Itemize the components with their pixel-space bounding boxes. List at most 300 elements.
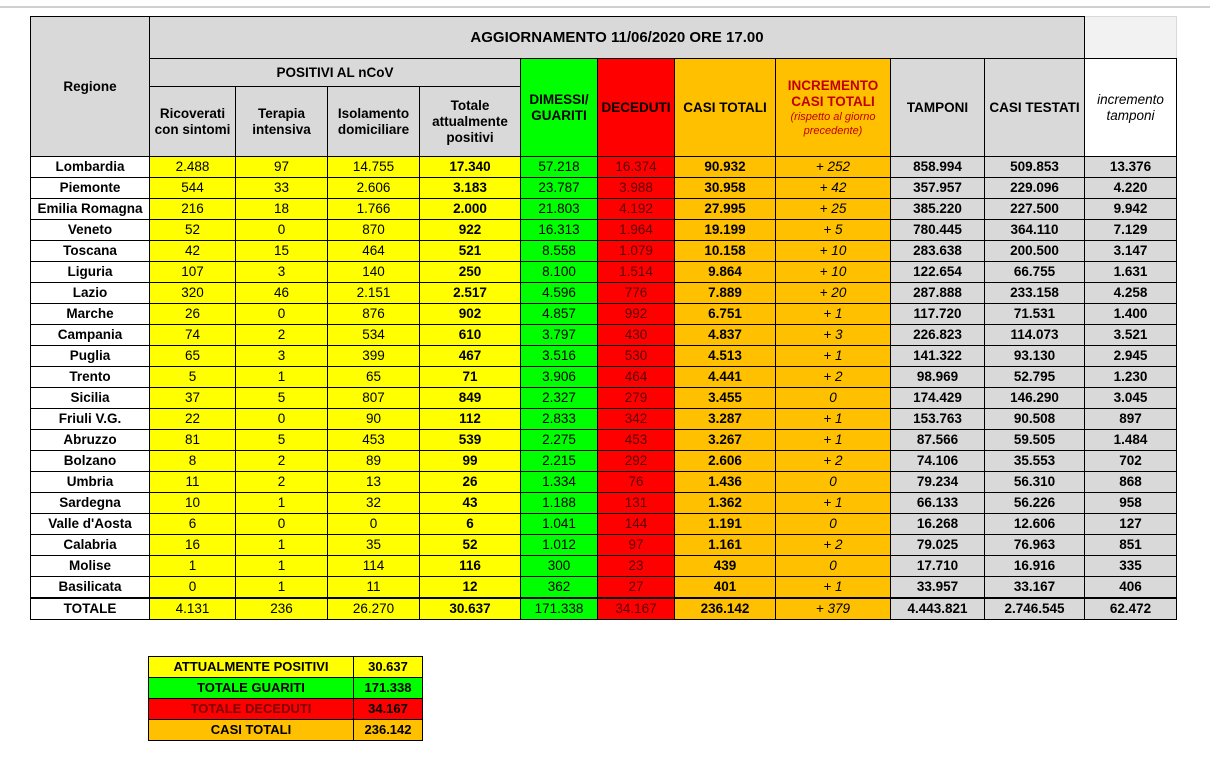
cell-incremento-tamponi: 9.942: [1085, 199, 1177, 220]
header-terapia-line1: Terapia: [257, 105, 306, 121]
cell-casi-testati: 229.096: [985, 178, 1085, 199]
cell-deceduti: 3.988: [598, 178, 675, 199]
total-incremento-tamponi: 62.472: [1085, 598, 1177, 620]
table-row: [31, 577, 1177, 599]
summary-label-guariti: TOTALE GUARITI: [149, 678, 354, 699]
cell-attualmente-positivi: 26: [420, 472, 521, 493]
header-positivi-group: POSITIVI AL nCoV: [150, 59, 521, 87]
cell-incremento-tamponi: 13.376: [1085, 157, 1177, 178]
cell-isolamento: 13: [328, 472, 420, 493]
cell-casi-testati: 227.500: [985, 199, 1085, 220]
summary-label-deceduti: TOTALE DECEDUTI: [149, 699, 354, 720]
cell-incremento-tamponi: 897: [1085, 409, 1177, 430]
cell-terapia: 0: [236, 514, 328, 535]
cell-tamponi: 153.763: [891, 409, 985, 430]
cell-casi-totali: 27.995: [675, 199, 776, 220]
cell-isolamento: 2.151: [328, 283, 420, 304]
cell-dimessi: 57.218: [521, 157, 598, 178]
cell-deceduti: 279: [598, 388, 675, 409]
cell-incremento-tamponi: 7.129: [1085, 220, 1177, 241]
cell-terapia: 33: [236, 178, 328, 199]
cell-isolamento: 0: [328, 514, 420, 535]
cell-casi-totali: 3.267: [675, 430, 776, 451]
table-row: [31, 199, 1177, 220]
summary-label-positivi: ATTUALMENTE POSITIVI: [149, 657, 354, 678]
table-row: [31, 367, 1177, 388]
cell-attualmente-positivi: 52: [420, 535, 521, 556]
cell-regione: Puglia: [31, 346, 150, 367]
cell-ricoverati: 11: [150, 472, 236, 493]
cell-casi-testati: 509.853: [985, 157, 1085, 178]
cell-tamponi: 357.957: [891, 178, 985, 199]
total-casi-testati: 2.746.545: [985, 598, 1085, 620]
cell-dimessi: 3.906: [521, 367, 598, 388]
table-row: [31, 451, 1177, 472]
cell-attualmente-positivi: 467: [420, 346, 521, 367]
cell-regione: Toscana: [31, 241, 150, 262]
cell-casi-testati: 66.755: [985, 262, 1085, 283]
cell-regione: Abruzzo: [31, 430, 150, 451]
header-incremento-tamponi: [1085, 59, 1177, 157]
cell-ricoverati: 6: [150, 514, 236, 535]
cell-casi-totali: 4.513: [675, 346, 776, 367]
cell-casi-totali: 30.958: [675, 178, 776, 199]
cell-terapia: 5: [236, 430, 328, 451]
cell-tamponi: 385.220: [891, 199, 985, 220]
table-row: [31, 388, 1177, 409]
cell-terapia: 2: [236, 325, 328, 346]
total-incremento: + 379: [776, 598, 891, 620]
cell-incremento: + 1: [776, 346, 891, 367]
cell-terapia: 5: [236, 388, 328, 409]
cell-incremento: + 2: [776, 367, 891, 388]
summary-value-deceduti: 34.167: [354, 699, 423, 720]
cell-attualmente-positivi: 521: [420, 241, 521, 262]
header-totale-line1: Totale: [450, 97, 490, 113]
cell-isolamento: 89: [328, 451, 420, 472]
cell-dimessi: 2.215: [521, 451, 598, 472]
cell-isolamento: 11: [328, 577, 420, 599]
cell-deceduti: 27: [598, 577, 675, 599]
cell-ricoverati: 107: [150, 262, 236, 283]
cell-incremento-tamponi: 3.147: [1085, 241, 1177, 262]
cell-deceduti: 16.374: [598, 157, 675, 178]
header-totale-line3: positivi: [446, 129, 494, 145]
cell-tamponi: 122.654: [891, 262, 985, 283]
cell-deceduti: 1.079: [598, 241, 675, 262]
total-attualmente-positivi: 30.637: [420, 598, 521, 620]
cell-casi-testati: 90.508: [985, 409, 1085, 430]
cell-incremento: + 252: [776, 157, 891, 178]
cell-incremento: + 1: [776, 577, 891, 599]
cell-terapia: 3: [236, 346, 328, 367]
cell-deceduti: 76: [598, 472, 675, 493]
cell-terapia: 0: [236, 304, 328, 325]
cell-regione: Basilicata: [31, 577, 150, 599]
header-isolamento-line1: Isolamento: [337, 105, 410, 121]
cell-casi-testati: 93.130: [985, 346, 1085, 367]
table-row: [31, 409, 1177, 430]
cell-incremento-tamponi: 2.945: [1085, 346, 1177, 367]
table-row: [31, 241, 1177, 262]
cell-casi-testati: 200.500: [985, 241, 1085, 262]
header-isolamento-line2: domiciliare: [337, 121, 410, 137]
cell-attualmente-positivi: 17.340: [420, 157, 521, 178]
cell-isolamento: 399: [328, 346, 420, 367]
cell-incremento-tamponi: 1.230: [1085, 367, 1177, 388]
summary-value-positivi: 30.637: [354, 657, 423, 678]
table-row: [31, 493, 1177, 514]
cell-dimessi: 2.275: [521, 430, 598, 451]
cell-isolamento: 90: [328, 409, 420, 430]
cell-dimessi: 3.797: [521, 325, 598, 346]
cell-incremento: + 5: [776, 220, 891, 241]
summary-label-casi-totali: CASI TOTALI: [149, 720, 354, 741]
cell-casi-testati: 12.606: [985, 514, 1085, 535]
summary-value-guariti: 171.338: [354, 678, 423, 699]
cell-deceduti: 1.964: [598, 220, 675, 241]
cell-attualmente-positivi: 12: [420, 577, 521, 599]
cell-regione: Molise: [31, 556, 150, 577]
cell-incremento: + 1: [776, 409, 891, 430]
cell-regione: Lombardia: [31, 157, 150, 178]
cell-incremento-tamponi: 4.220: [1085, 178, 1177, 199]
cell-tamponi: 98.969: [891, 367, 985, 388]
cell-terapia: 46: [236, 283, 328, 304]
cell-attualmente-positivi: 610: [420, 325, 521, 346]
table-row: [31, 346, 1177, 367]
cell-dimessi: 8.100: [521, 262, 598, 283]
cell-terapia: 3: [236, 262, 328, 283]
table-row: [31, 556, 1177, 577]
cell-tamponi: 858.994: [891, 157, 985, 178]
cell-casi-totali: 1.362: [675, 493, 776, 514]
cell-regione: Campania: [31, 325, 150, 346]
table-row: [31, 535, 1177, 556]
cell-regione: Umbria: [31, 472, 150, 493]
cell-casi-testati: 33.167: [985, 577, 1085, 599]
cell-casi-testati: 146.290: [985, 388, 1085, 409]
cell-isolamento: 453: [328, 430, 420, 451]
header-ricoverati-line1: Ricoverati: [159, 105, 226, 121]
header-incremento-sub1: (rispetto al giorno: [790, 110, 876, 123]
cell-dimessi: 8.558: [521, 241, 598, 262]
cell-incremento: + 20: [776, 283, 891, 304]
cell-casi-totali: 6.751: [675, 304, 776, 325]
top-divider: [0, 6, 1210, 8]
summary-row-deceduti: [149, 699, 423, 720]
cell-regione: Sardegna: [31, 493, 150, 514]
header-incremento-line2: CASI TOTALI: [791, 93, 875, 109]
cell-terapia: 0: [236, 220, 328, 241]
cell-casi-totali: 19.199: [675, 220, 776, 241]
cell-incremento: + 1: [776, 304, 891, 325]
cell-casi-testati: 71.531: [985, 304, 1085, 325]
cell-casi-testati: 56.310: [985, 472, 1085, 493]
cell-terapia: 2: [236, 451, 328, 472]
cell-regione: Liguria: [31, 262, 150, 283]
cell-dimessi: 4.857: [521, 304, 598, 325]
total-ricoverati: 4.131: [150, 598, 236, 620]
cell-isolamento: 870: [328, 220, 420, 241]
table-row: [31, 514, 1177, 535]
cell-incremento: + 10: [776, 241, 891, 262]
summary-row-positivi: [149, 657, 423, 678]
header-blank-cell: [1085, 17, 1177, 59]
cell-ricoverati: 74: [150, 325, 236, 346]
cell-tamponi: 226.823: [891, 325, 985, 346]
cell-casi-totali: 90.932: [675, 157, 776, 178]
cell-incremento: 0: [776, 556, 891, 577]
cell-attualmente-positivi: 2.000: [420, 199, 521, 220]
cell-ricoverati: 5: [150, 367, 236, 388]
cell-incremento: + 2: [776, 535, 891, 556]
cell-casi-testati: 114.073: [985, 325, 1085, 346]
cell-attualmente-positivi: 902: [420, 304, 521, 325]
header-terapia: [236, 87, 328, 157]
cell-incremento: + 25: [776, 199, 891, 220]
cell-ricoverati: 42: [150, 241, 236, 262]
cell-terapia: 1: [236, 535, 328, 556]
cell-casi-totali: 4.441: [675, 367, 776, 388]
cell-ricoverati: 320: [150, 283, 236, 304]
cell-dimessi: 362: [521, 577, 598, 599]
cell-regione: Bolzano: [31, 451, 150, 472]
cell-ricoverati: 544: [150, 178, 236, 199]
cell-tamponi: 287.888: [891, 283, 985, 304]
header-incr-tamponi-line2: tamponi: [1106, 107, 1155, 123]
cell-casi-testati: 35.553: [985, 451, 1085, 472]
cell-casi-testati: 59.505: [985, 430, 1085, 451]
cell-isolamento: 65: [328, 367, 420, 388]
cell-ricoverati: 216: [150, 199, 236, 220]
cell-incremento-tamponi: 851: [1085, 535, 1177, 556]
cell-incremento-tamponi: 1.484: [1085, 430, 1177, 451]
cell-terapia: 1: [236, 556, 328, 577]
cell-incremento-tamponi: 702: [1085, 451, 1177, 472]
cell-deceduti: 144: [598, 514, 675, 535]
table-row: [31, 157, 1177, 178]
total-terapia: 236: [236, 598, 328, 620]
table-row: [31, 325, 1177, 346]
cell-casi-totali: 7.889: [675, 283, 776, 304]
cell-attualmente-positivi: 112: [420, 409, 521, 430]
header-regione: Regione: [31, 17, 150, 157]
total-label: TOTALE: [31, 598, 150, 620]
cell-incremento: 0: [776, 388, 891, 409]
cell-deceduti: 776: [598, 283, 675, 304]
summary-value-casi-totali: 236.142: [354, 720, 423, 741]
cell-casi-totali: 2.606: [675, 451, 776, 472]
cell-isolamento: 807: [328, 388, 420, 409]
header-dimessi-line1: DIMESSI/: [529, 91, 589, 107]
cell-incremento: 0: [776, 514, 891, 535]
cell-dimessi: 1.188: [521, 493, 598, 514]
cell-attualmente-positivi: 43: [420, 493, 521, 514]
cell-attualmente-positivi: 71: [420, 367, 521, 388]
header-incremento-sub2: precedente): [803, 124, 863, 137]
table-row: [31, 472, 1177, 493]
cell-deceduti: 430: [598, 325, 675, 346]
total-isolamento: 26.270: [328, 598, 420, 620]
table-title: AGGIORNAMENTO 11/06/2020 ORE 17.00: [150, 17, 1085, 59]
cell-deceduti: 342: [598, 409, 675, 430]
header-deceduti: DECEDUTI: [598, 59, 675, 157]
header-totale-line2: attualmente: [432, 113, 508, 129]
cell-ricoverati: 16: [150, 535, 236, 556]
header-totale-positivi: [420, 87, 521, 157]
cell-regione: Lazio: [31, 283, 150, 304]
summary-row-guariti: [149, 678, 423, 699]
table-row: [31, 262, 1177, 283]
total-casi-totali: 236.142: [675, 598, 776, 620]
cell-isolamento: 14.755: [328, 157, 420, 178]
cell-ricoverati: 2.488: [150, 157, 236, 178]
cell-tamponi: 141.322: [891, 346, 985, 367]
cell-incremento: + 2: [776, 451, 891, 472]
cell-incremento: + 1: [776, 430, 891, 451]
cell-attualmente-positivi: 6: [420, 514, 521, 535]
cell-attualmente-positivi: 99: [420, 451, 521, 472]
cell-tamponi: 174.429: [891, 388, 985, 409]
cell-tamponi: 79.025: [891, 535, 985, 556]
cell-casi-totali: 3.287: [675, 409, 776, 430]
cell-incremento-tamponi: 3.045: [1085, 388, 1177, 409]
cell-attualmente-positivi: 116: [420, 556, 521, 577]
cell-casi-totali: 1.191: [675, 514, 776, 535]
cell-attualmente-positivi: 250: [420, 262, 521, 283]
header-incr-tamponi-line1: incremento: [1097, 91, 1164, 107]
cell-ricoverati: 65: [150, 346, 236, 367]
cell-tamponi: 79.234: [891, 472, 985, 493]
cell-incremento-tamponi: 3.521: [1085, 325, 1177, 346]
cell-attualmente-positivi: 539: [420, 430, 521, 451]
cell-terapia: 18: [236, 199, 328, 220]
cell-ricoverati: 8: [150, 451, 236, 472]
cell-casi-totali: 401: [675, 577, 776, 599]
cell-casi-totali: 1.161: [675, 535, 776, 556]
cell-casi-testati: 233.158: [985, 283, 1085, 304]
header-tamponi: TAMPONI: [891, 59, 985, 157]
header-casi-testati: CASI TESTATI: [985, 59, 1085, 157]
cell-deceduti: 4.192: [598, 199, 675, 220]
cell-isolamento: 1.766: [328, 199, 420, 220]
cell-casi-totali: 439: [675, 556, 776, 577]
cell-deceduti: 992: [598, 304, 675, 325]
cell-incremento-tamponi: 127: [1085, 514, 1177, 535]
cell-regione: Veneto: [31, 220, 150, 241]
header-ricoverati-line2: con sintomi: [154, 121, 231, 137]
cell-casi-testati: 76.963: [985, 535, 1085, 556]
cell-dimessi: 23.787: [521, 178, 598, 199]
cell-dimessi: 2.327: [521, 388, 598, 409]
cell-tamponi: 17.710: [891, 556, 985, 577]
cell-isolamento: 32: [328, 493, 420, 514]
cell-regione: Valle d'Aosta: [31, 514, 150, 535]
header-incremento-line1: INCREMENTO: [787, 77, 879, 93]
cell-isolamento: 534: [328, 325, 420, 346]
header-terapia-line2: intensiva: [252, 121, 311, 137]
cell-deceduti: 97: [598, 535, 675, 556]
table-row-totale: [31, 598, 1177, 620]
cell-deceduti: 1.514: [598, 262, 675, 283]
cell-ricoverati: 1: [150, 556, 236, 577]
cell-ricoverati: 37: [150, 388, 236, 409]
header-isolamento: [328, 87, 420, 157]
header-dimessi-line2: GUARITI: [531, 107, 587, 123]
cell-terapia: 97: [236, 157, 328, 178]
cell-isolamento: 140: [328, 262, 420, 283]
cell-attualmente-positivi: 849: [420, 388, 521, 409]
cell-terapia: 0: [236, 409, 328, 430]
cell-tamponi: 780.445: [891, 220, 985, 241]
cell-deceduti: 530: [598, 346, 675, 367]
table-row: [31, 178, 1177, 199]
cell-tamponi: 87.566: [891, 430, 985, 451]
cell-regione: Calabria: [31, 535, 150, 556]
cell-terapia: 1: [236, 577, 328, 599]
cell-regione: Sicilia: [31, 388, 150, 409]
cell-tamponi: 74.106: [891, 451, 985, 472]
cell-regione: Trento: [31, 367, 150, 388]
cell-casi-totali: 1.436: [675, 472, 776, 493]
cell-dimessi: 21.803: [521, 199, 598, 220]
cell-incremento: 0: [776, 472, 891, 493]
header-casi-totali: CASI TOTALI: [675, 59, 776, 157]
cell-casi-testati: 52.795: [985, 367, 1085, 388]
cell-isolamento: 114: [328, 556, 420, 577]
cell-incremento: + 1: [776, 493, 891, 514]
cell-casi-testati: 364.110: [985, 220, 1085, 241]
cell-dimessi: 2.833: [521, 409, 598, 430]
cell-incremento-tamponi: 1.631: [1085, 262, 1177, 283]
cell-terapia: 1: [236, 367, 328, 388]
cell-casi-totali: 9.864: [675, 262, 776, 283]
summary-table: [148, 656, 423, 741]
cell-terapia: 15: [236, 241, 328, 262]
cell-tamponi: 283.638: [891, 241, 985, 262]
cell-incremento: + 3: [776, 325, 891, 346]
cell-incremento-tamponi: 1.400: [1085, 304, 1177, 325]
cell-casi-testati: 16.916: [985, 556, 1085, 577]
cell-casi-totali: 10.158: [675, 241, 776, 262]
header-ricoverati: [150, 87, 236, 157]
cell-ricoverati: 81: [150, 430, 236, 451]
cell-regione: Friuli V.G.: [31, 409, 150, 430]
cell-dimessi: 300: [521, 556, 598, 577]
total-tamponi: 4.443.821: [891, 598, 985, 620]
cell-tamponi: 66.133: [891, 493, 985, 514]
cell-regione: Marche: [31, 304, 150, 325]
cell-tamponi: 33.957: [891, 577, 985, 599]
cell-casi-totali: 3.455: [675, 388, 776, 409]
cell-incremento-tamponi: 958: [1085, 493, 1177, 514]
cell-dimessi: 1.334: [521, 472, 598, 493]
cell-isolamento: 876: [328, 304, 420, 325]
cell-dimessi: 1.012: [521, 535, 598, 556]
cell-casi-testati: 56.226: [985, 493, 1085, 514]
cell-deceduti: 292: [598, 451, 675, 472]
cell-attualmente-positivi: 2.517: [420, 283, 521, 304]
cell-attualmente-positivi: 922: [420, 220, 521, 241]
cell-incremento: + 42: [776, 178, 891, 199]
cell-dimessi: 16.313: [521, 220, 598, 241]
cell-deceduti: 464: [598, 367, 675, 388]
cell-ricoverati: 22: [150, 409, 236, 430]
cell-ricoverati: 52: [150, 220, 236, 241]
cell-tamponi: 117.720: [891, 304, 985, 325]
table-row: [31, 430, 1177, 451]
